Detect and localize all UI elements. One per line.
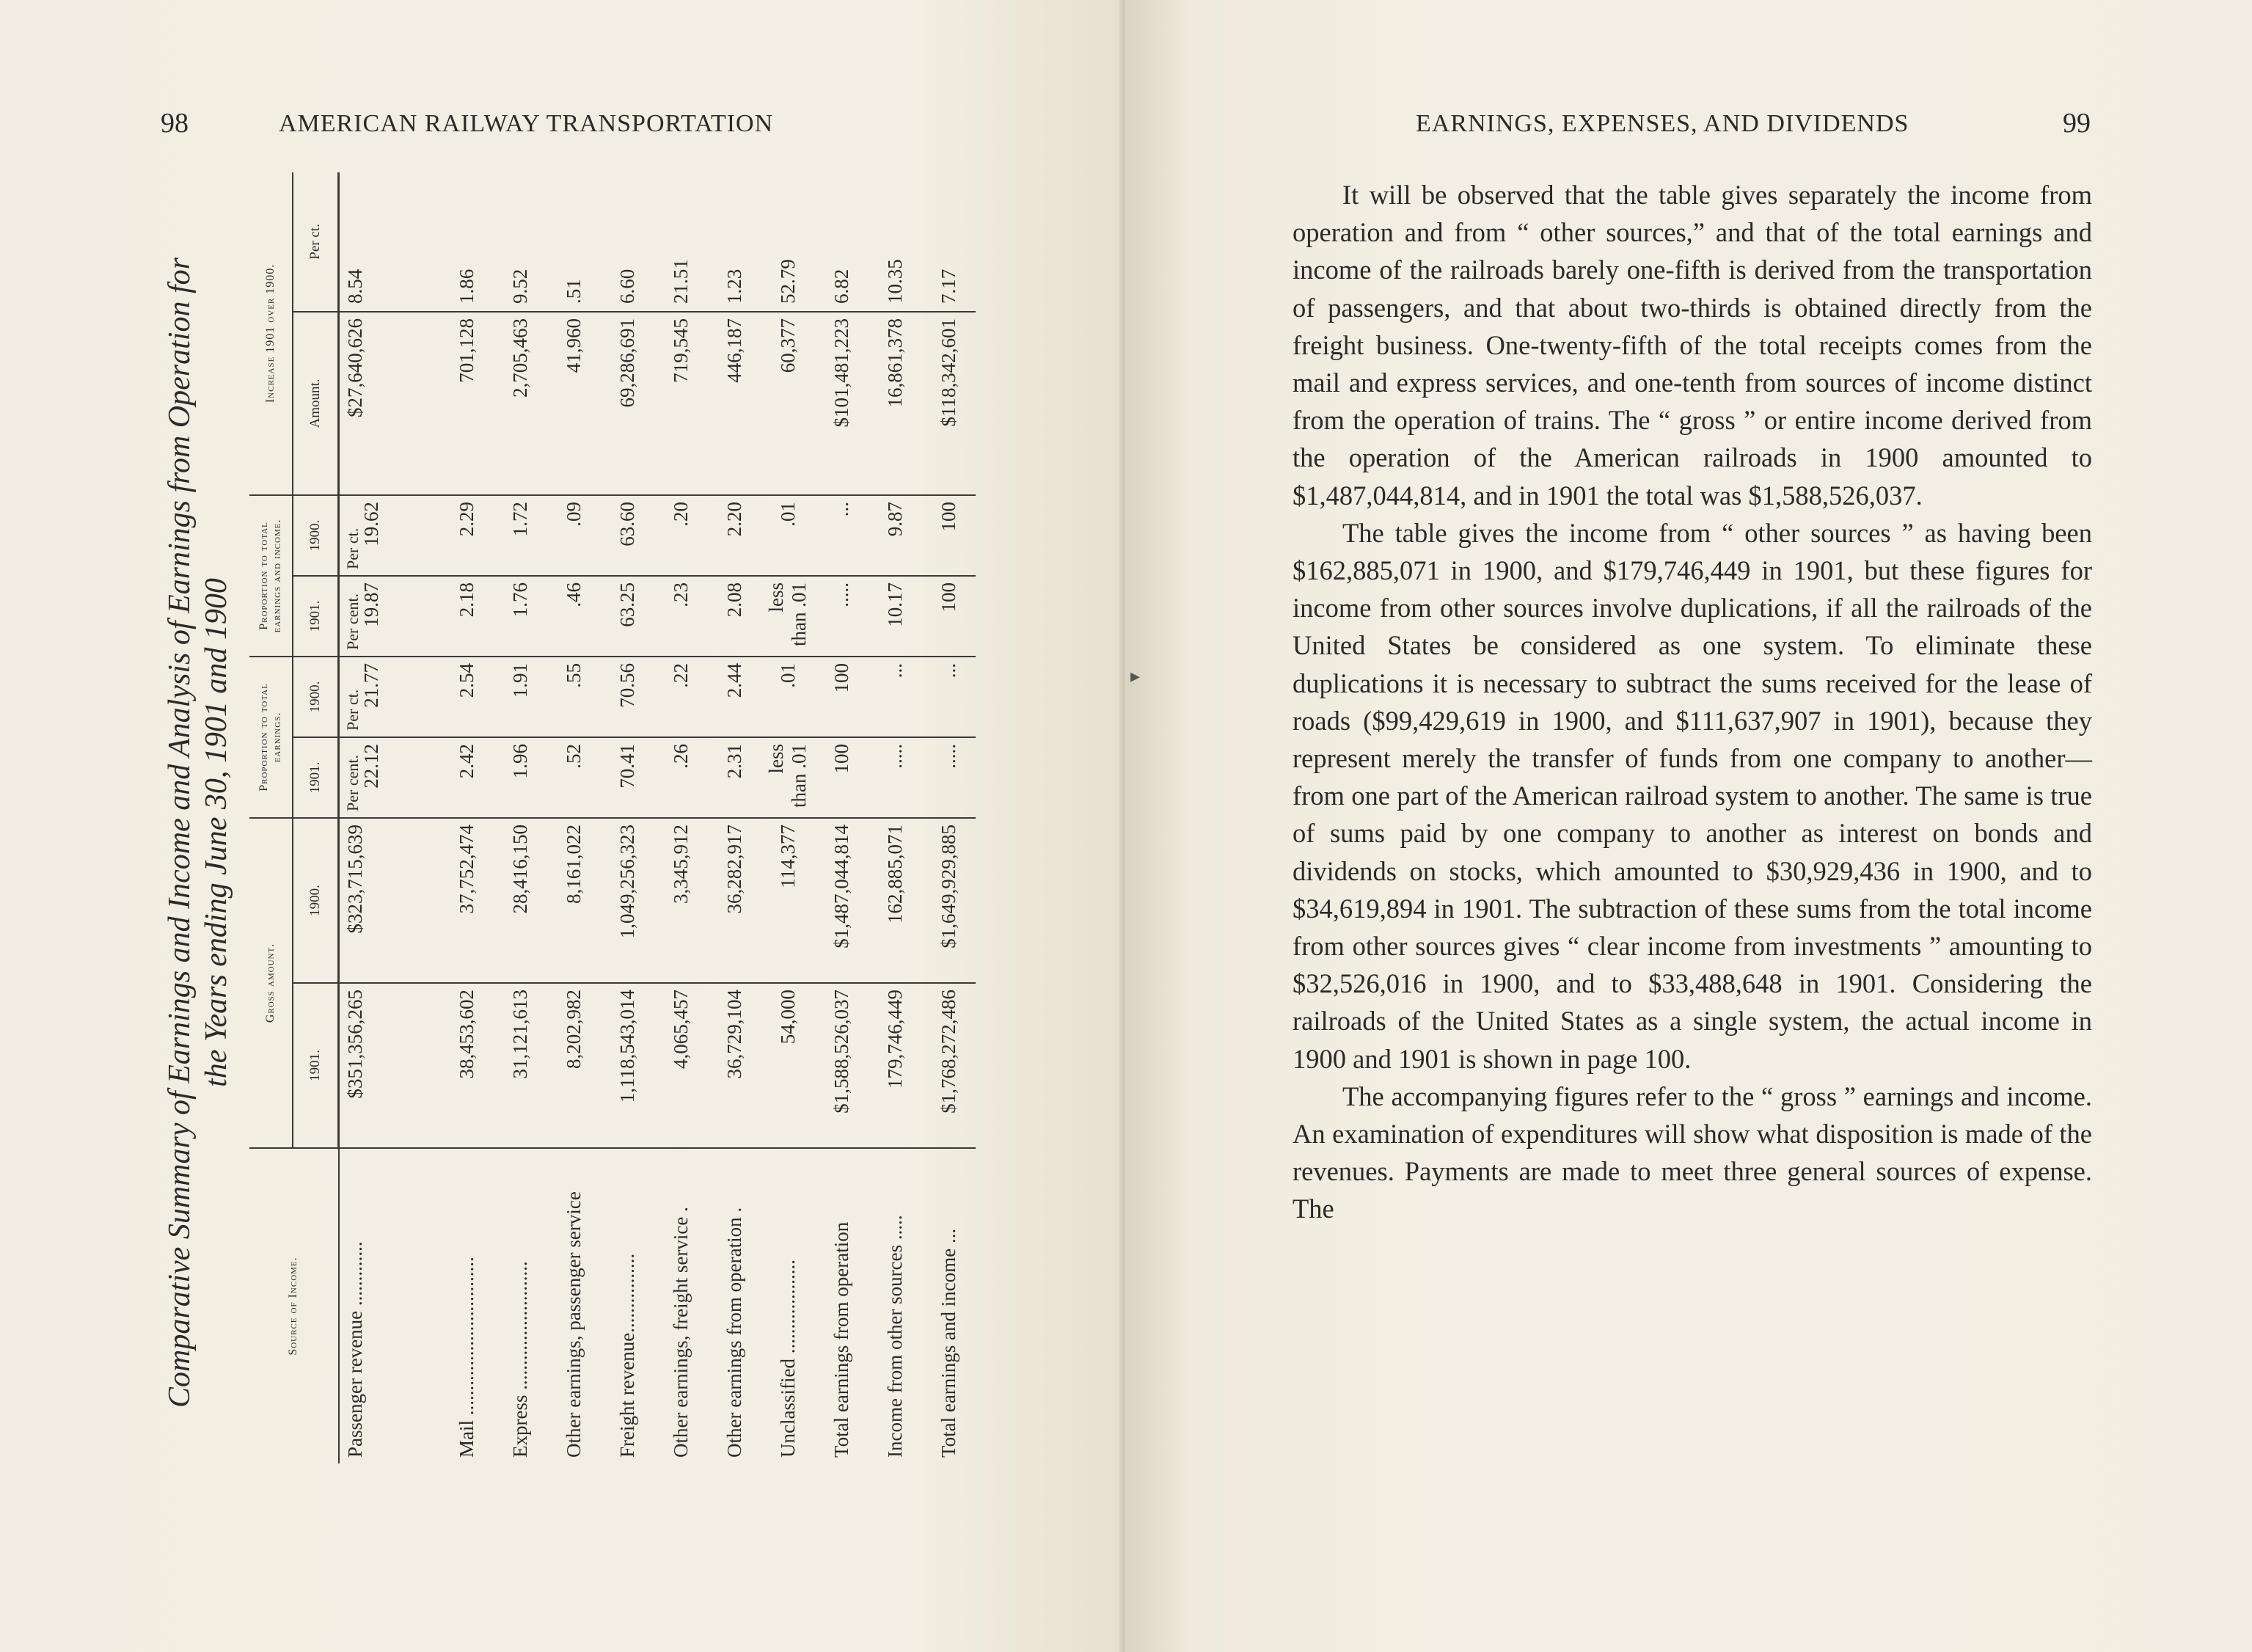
cell-pe1901: 1.96 bbox=[494, 737, 547, 818]
cell-g1901: 38,453,602 bbox=[440, 983, 494, 1148]
header-gross-1901: 1901. bbox=[293, 983, 339, 1148]
cell-pe1900: ... bbox=[922, 657, 976, 737]
cell-amount: $101,481,223 bbox=[815, 312, 869, 495]
header-pe-1901: 1901. bbox=[293, 737, 339, 818]
cell-g1901: 179,746,449 bbox=[869, 983, 922, 1148]
cell-pct: 6.82 bbox=[815, 172, 869, 312]
cell-pi1900: 2.20 bbox=[708, 495, 761, 576]
cell-g1900: $1,487,044,814 bbox=[815, 818, 869, 983]
unit-label: Per cent. bbox=[343, 593, 362, 650]
row-label: Express .......................... bbox=[508, 1261, 531, 1458]
cell-g1900: $1,649,929,885 bbox=[922, 818, 976, 983]
header-prop-earnings: Proportion to total earnings. bbox=[249, 657, 293, 818]
cell-pi1901: ..... bbox=[815, 576, 869, 657]
rotated-table-block bbox=[154, 172, 983, 1493]
cell-g1901: 8,202,982 bbox=[547, 983, 601, 1148]
table-row bbox=[761, 172, 815, 1463]
header-source: Source of Income. bbox=[249, 1148, 339, 1463]
cell-g1901: $1,588,526,037 bbox=[815, 983, 869, 1148]
cell-value: 22.12 bbox=[360, 743, 382, 789]
cell-pe1900: ... bbox=[869, 657, 922, 737]
cell-g1900: 37,752,474 bbox=[440, 818, 494, 983]
cell-g1900: 36,282,917 bbox=[708, 818, 761, 983]
cell-pct: 21.51 bbox=[654, 172, 708, 312]
cell-amount: $118,342,601 bbox=[922, 312, 976, 495]
cell-pe1901: .52 bbox=[547, 737, 601, 818]
table-caption-line1: Comparative Summary of Earnings and Income and Analysis of Earnings from Operation for bbox=[163, 257, 197, 1408]
cell-g1900: 114,377 bbox=[761, 818, 815, 983]
cell-pe1901: 70.41 bbox=[601, 737, 654, 818]
cell-amount: 446,187 bbox=[708, 312, 761, 495]
cell-pct: 1.86 bbox=[440, 172, 494, 312]
table-row bbox=[869, 172, 922, 1463]
row-label: Total earnings and income ... bbox=[937, 1228, 959, 1458]
row-label: Income from other sources ..... bbox=[883, 1215, 906, 1458]
cell-pi1900: .01 bbox=[761, 495, 815, 576]
header-increase: Increase 1901 over 1900. bbox=[249, 172, 293, 495]
cell-amount: 60,377 bbox=[761, 312, 815, 495]
row-label: Unclassified ................... bbox=[776, 1260, 799, 1458]
table-row bbox=[815, 172, 869, 1463]
cell-g1901: 31,121,613 bbox=[494, 983, 547, 1148]
cell-pe1900: 2.54 bbox=[440, 657, 494, 737]
cell-pct: .51 bbox=[547, 172, 601, 312]
right-running-head: EARNINGS, EXPENSES, AND DIVIDENDS bbox=[1416, 110, 1909, 137]
cell-pi1900: .20 bbox=[654, 495, 708, 576]
cell-amount: 69,286,691 bbox=[601, 312, 654, 495]
table-row bbox=[339, 172, 440, 1463]
cell-pi1901: 2.18 bbox=[440, 576, 494, 657]
cell-pi1900: ... bbox=[815, 495, 869, 576]
row-label: Other earnings, passenger service bbox=[562, 1191, 585, 1458]
cell-pe1901: less than .01 bbox=[761, 737, 815, 818]
cell-pct: 7.17 bbox=[922, 172, 976, 312]
paragraph-2: The table gives the income from “ other sources ” as having been $162,885,071 in 1900, and $179,746,449 in 1901, but these figures for income from other sources involve duplications, if all the railroads of the United States be considered as one system. To eliminate these duplications it is necessary to subtract the sums received for the lease of roads ($99,429,619 in 1900, and $111,637,907 in 1901), because they represent merely the transfer of funds from one company to another—from one part of the American railroad system to another. The same is true of sums paid by one company to another as interest on bonds and dividends on stocks, which amounted to $30,929,436 in 1900, and to $34,619,894 in 1901. The subtraction of these sums from the total income from other sources gives “ clear income from investments ” amounting to $32,526,016 in 1900, and to $33,488,648 in 1901. Considering the railroads of the United States as a single system, the actual income in 1900 and 1901 is shown in page 100. bbox=[1293, 517, 2092, 1074]
margin-mark: ▸ bbox=[1130, 665, 1141, 687]
cell-amount: 701,128 bbox=[440, 312, 494, 495]
cell-amount: 2,705,463 bbox=[494, 312, 547, 495]
cell-pe1901: 2.31 bbox=[708, 737, 761, 818]
row-label: Other earnings from operation . bbox=[723, 1207, 745, 1458]
cell-pi1900: 1.72 bbox=[494, 495, 547, 576]
header-gross-1900: 1900. bbox=[293, 818, 339, 983]
table-row bbox=[654, 172, 708, 1463]
left-page bbox=[0, 0, 1125, 1652]
cell-amount: 41,960 bbox=[547, 312, 601, 495]
cell-g1900: 3,345,912 bbox=[654, 818, 708, 983]
cell-g1901: $1,768,272,486 bbox=[922, 983, 976, 1148]
cell-pi1900: 2.29 bbox=[440, 495, 494, 576]
row-label: Freight revenue................ bbox=[615, 1253, 638, 1458]
row-label: Mail ................................ bbox=[455, 1257, 478, 1458]
cell-pi1901: 1.76 bbox=[494, 576, 547, 657]
header-pi-1900: 1900. bbox=[293, 495, 339, 576]
cell-value: 19.62 bbox=[360, 501, 382, 547]
cell-amount: $27,640,626 bbox=[339, 312, 440, 495]
cell-pct: 10.35 bbox=[869, 172, 922, 312]
cell-pe1900 bbox=[339, 657, 440, 737]
cell-pi1900 bbox=[339, 495, 440, 576]
cell-pi1901: 100 bbox=[922, 576, 976, 657]
cell-pct: 6.60 bbox=[601, 172, 654, 312]
unit-label: Per cent. bbox=[343, 755, 362, 811]
cell-value: 21.77 bbox=[360, 662, 382, 708]
cell-pct: 52.79 bbox=[761, 172, 815, 312]
unit-label: Per ct. bbox=[343, 689, 362, 731]
cell-pe1900: 100 bbox=[815, 657, 869, 737]
cell-pe1901: 100 bbox=[815, 737, 869, 818]
cell-pe1900: .01 bbox=[761, 657, 815, 737]
table-row bbox=[708, 172, 761, 1463]
table-caption bbox=[154, 172, 242, 1493]
cell-g1901: 54,000 bbox=[761, 983, 815, 1148]
table-row bbox=[922, 172, 976, 1463]
cell-amount: 16,861,378 bbox=[869, 312, 922, 495]
cell-pe1900: 70.56 bbox=[601, 657, 654, 737]
cell-value: 19.87 bbox=[360, 582, 382, 627]
cell-pi1901: less than .01 bbox=[761, 576, 815, 657]
cell-pi1901: 63.25 bbox=[601, 576, 654, 657]
cell-pe1900: .22 bbox=[654, 657, 708, 737]
cell-pe1901: 2.42 bbox=[440, 737, 494, 818]
cell-pe1900: 1.91 bbox=[494, 657, 547, 737]
cell-pe1900: 2.44 bbox=[708, 657, 761, 737]
cell-pi1900: 100 bbox=[922, 495, 976, 576]
left-running-head: AMERICAN RAILWAY TRANSPORTATION bbox=[279, 110, 774, 137]
earnings-table bbox=[249, 172, 976, 1463]
body-text bbox=[1293, 176, 2092, 1228]
header-amount: Amount. bbox=[293, 312, 339, 495]
unit-label: Per ct. bbox=[343, 527, 362, 569]
cell-g1900: 8,161,022 bbox=[547, 818, 601, 983]
cell-pi1901: .46 bbox=[547, 576, 601, 657]
cell-g1900: 28,416,150 bbox=[494, 818, 547, 983]
cell-pe1901 bbox=[339, 737, 440, 818]
cell-pi1901: 2.08 bbox=[708, 576, 761, 657]
cell-amount: 719,545 bbox=[654, 312, 708, 495]
left-page-number: 98 bbox=[161, 108, 189, 139]
cell-g1900: 1,049,256,323 bbox=[601, 818, 654, 983]
cell-pe1900: .55 bbox=[547, 657, 601, 737]
paragraph-3: The accompanying figures refer to the “ gross ” earnings and income. An examination of expenditures will show what disposition is made of the revenues. Payments are made to meet three general sources of expense. The bbox=[1293, 1081, 2092, 1224]
cell-g1901: 1,118,543,014 bbox=[601, 983, 654, 1148]
cell-pi1900: 63.60 bbox=[601, 495, 654, 576]
table-row bbox=[440, 172, 494, 1463]
header-pe-1900: 1900. bbox=[293, 657, 339, 737]
table-caption-line2: the Years ending June 30, 1901 and 1900 bbox=[200, 578, 233, 1087]
cell-g1901: 36,729,104 bbox=[708, 983, 761, 1148]
paragraph-1: It will be observed that the table gives separately the income from operation and from “ other sources,” and that of the total earnings and income of the railroads barely one-fifth is derived from the transportation of passengers, and that about two-thirds is obtained directly from the freight business. One-twenty-fifth of the total receipts comes from the mail and express services, and one-tenth from sources of income distinct from the operation of trains. The “ gross ” or entire income derived from the operation of the American railroads in 1900 amounted to $1,487,044,814, and in 1901 the total was $1,588,526,037. bbox=[1293, 180, 2092, 511]
cell-pi1900: .09 bbox=[547, 495, 601, 576]
table-row bbox=[547, 172, 601, 1463]
row-label: Passenger revenue ............. bbox=[343, 1241, 366, 1458]
cell-pi1901 bbox=[339, 576, 440, 657]
cell-g1901: 4,065,457 bbox=[654, 983, 708, 1148]
cell-pe1901: ..... bbox=[922, 737, 976, 818]
cell-pe1901: ..... bbox=[869, 737, 922, 818]
header-gross: Gross amount. bbox=[249, 818, 293, 1148]
header-per-ct: Per ct. bbox=[293, 172, 339, 312]
cell-g1900: $323,715,639 bbox=[339, 818, 440, 983]
cell-pct: 9.52 bbox=[494, 172, 547, 312]
cell-pi1901: 10.17 bbox=[869, 576, 922, 657]
cell-g1900: 162,885,071 bbox=[869, 818, 922, 983]
cell-pi1900: 9.87 bbox=[869, 495, 922, 576]
table-row bbox=[601, 172, 654, 1463]
cell-pe1901: .26 bbox=[654, 737, 708, 818]
row-label: Total earnings from operation bbox=[830, 1221, 852, 1458]
table-row bbox=[494, 172, 547, 1463]
row-label: Other earnings, freight service . bbox=[669, 1207, 692, 1458]
right-page-number: 99 bbox=[2063, 108, 2091, 139]
cell-pct: 8.54 bbox=[339, 172, 440, 312]
header-prop-income: Proportion to total earnings and income. bbox=[249, 495, 293, 657]
cell-pct: 1.23 bbox=[708, 172, 761, 312]
cell-pi1901: .23 bbox=[654, 576, 708, 657]
header-pi-1901: 1901. bbox=[293, 576, 339, 657]
cell-g1901: $351,356,265 bbox=[339, 983, 440, 1148]
